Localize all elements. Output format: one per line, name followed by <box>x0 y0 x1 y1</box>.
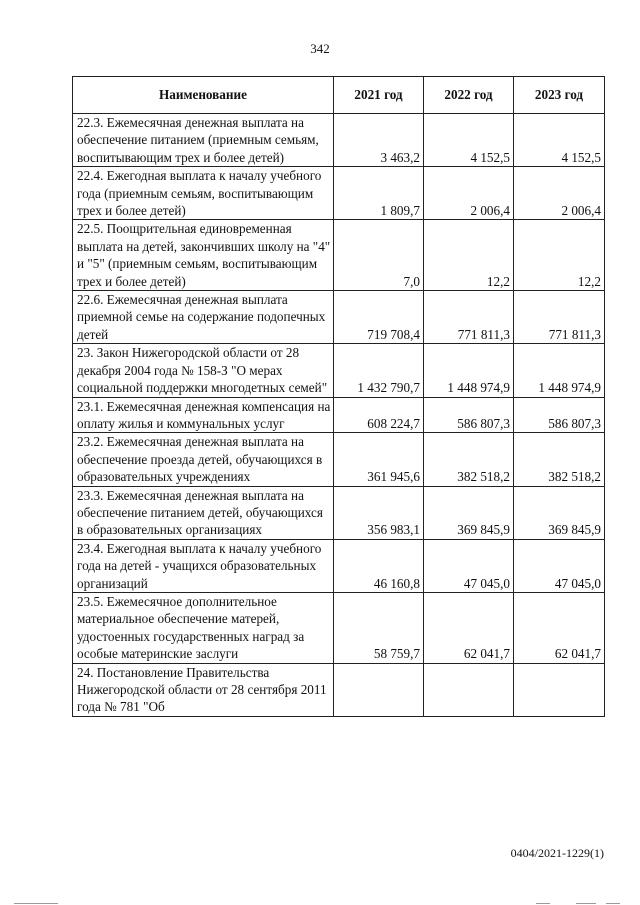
row-value-2023: 369 845,9 <box>514 486 605 539</box>
column-header-2023: 2023 год <box>514 77 605 114</box>
row-name: 23.4. Ежегодная выплата к началу учебного года на детей - учащихся образовательных организаций <box>73 539 334 592</box>
column-header-2021: 2021 год <box>334 77 424 114</box>
page-number: 342 <box>310 41 330 56</box>
row-name: 22.6. Ежемесячная денежная выплата приемной семье на содержание подопечных детей <box>73 291 334 344</box>
row-value-2022: 4 152,5 <box>424 114 514 167</box>
row-name: 23.5. Ежемесячное дополнительное материальное обеспечение матерей, удостоенных государственных наград за особые материнские заслуги <box>73 592 334 663</box>
table-row <box>73 433 605 486</box>
row-value-2023 <box>514 663 605 716</box>
row-name: 22.4. Ежегодная выплата к началу учебного года (приемным семьям, воспитывающим трех и более детей) <box>73 167 334 220</box>
row-value-2022: 771 811,3 <box>424 291 514 344</box>
row-name: 23.1. Ежемесячная денежная компенсация на оплату жилья и коммунальных услуг <box>73 397 334 433</box>
table-row <box>73 663 605 716</box>
row-name: 23.2. Ежемесячная денежная выплата на обеспечение проезда детей, обучающихся в образовательных учреждениях <box>73 433 334 486</box>
row-value-2023: 47 045,0 <box>514 539 605 592</box>
row-value-2023: 771 811,3 <box>514 291 605 344</box>
column-header-2022: 2022 год <box>424 77 514 114</box>
row-value-2022: 382 518,2 <box>424 433 514 486</box>
row-value-2023: 62 041,7 <box>514 592 605 663</box>
table-row <box>73 486 605 539</box>
row-value-2021: 3 463,2 <box>334 114 424 167</box>
row-name: 24. Постановление Правительства Нижегородской области от 28 сентября 2011 года № 781 "Об <box>73 663 334 716</box>
scan-edge-marks <box>0 901 640 905</box>
table-row <box>73 539 605 592</box>
table-row <box>73 167 605 220</box>
row-value-2021: 608 224,7 <box>334 397 424 433</box>
row-value-2021: 46 160,8 <box>334 539 424 592</box>
table-header-row <box>73 77 605 114</box>
row-value-2021: 1 809,7 <box>334 167 424 220</box>
table-row <box>73 397 605 433</box>
row-value-2022: 12,2 <box>424 220 514 291</box>
table-row <box>73 344 605 397</box>
table-row <box>73 114 605 167</box>
document-code: 0404/2021-1229(1) <box>510 846 604 860</box>
budget-table <box>72 76 605 717</box>
row-value-2022 <box>424 663 514 716</box>
row-value-2023: 586 807,3 <box>514 397 605 433</box>
row-value-2022: 47 045,0 <box>424 539 514 592</box>
table-row <box>73 291 605 344</box>
row-value-2021: 7,0 <box>334 220 424 291</box>
row-value-2022: 369 845,9 <box>424 486 514 539</box>
row-value-2022: 62 041,7 <box>424 592 514 663</box>
row-value-2023: 4 152,5 <box>514 114 605 167</box>
table-row <box>73 220 605 291</box>
row-value-2021: 1 432 790,7 <box>334 344 424 397</box>
row-name: 22.3. Ежемесячная денежная выплата на обеспечение питанием (приемным семьям, воспитывающим трех и более детей) <box>73 114 334 167</box>
row-value-2022: 586 807,3 <box>424 397 514 433</box>
row-value-2023: 1 448 974,9 <box>514 344 605 397</box>
row-value-2021: 356 983,1 <box>334 486 424 539</box>
column-header-name: Наименование <box>73 77 334 114</box>
row-value-2022: 2 006,4 <box>424 167 514 220</box>
row-value-2021: 58 759,7 <box>334 592 424 663</box>
row-value-2021: 719 708,4 <box>334 291 424 344</box>
table-row <box>73 592 605 663</box>
row-value-2023: 2 006,4 <box>514 167 605 220</box>
row-name: 23.3. Ежемесячная денежная выплата на обеспечение питанием детей, обучающихся в образовательных организациях <box>73 486 334 539</box>
budget-table-container <box>72 76 604 717</box>
row-name: 22.5. Поощрительная единовременная выплата на детей, закончивших школу на "4" и "5" (приемным семьям, воспитывающим трех и более детей) <box>73 220 334 291</box>
row-value-2021 <box>334 663 424 716</box>
row-value-2023: 12,2 <box>514 220 605 291</box>
row-value-2021: 361 945,6 <box>334 433 424 486</box>
row-value-2022: 1 448 974,9 <box>424 344 514 397</box>
row-name: 23. Закон Нижегородской области от 28 декабря 2004 года № 158-З "О мерах социальной поддержки многодетных семей" <box>73 344 334 397</box>
row-value-2023: 382 518,2 <box>514 433 605 486</box>
